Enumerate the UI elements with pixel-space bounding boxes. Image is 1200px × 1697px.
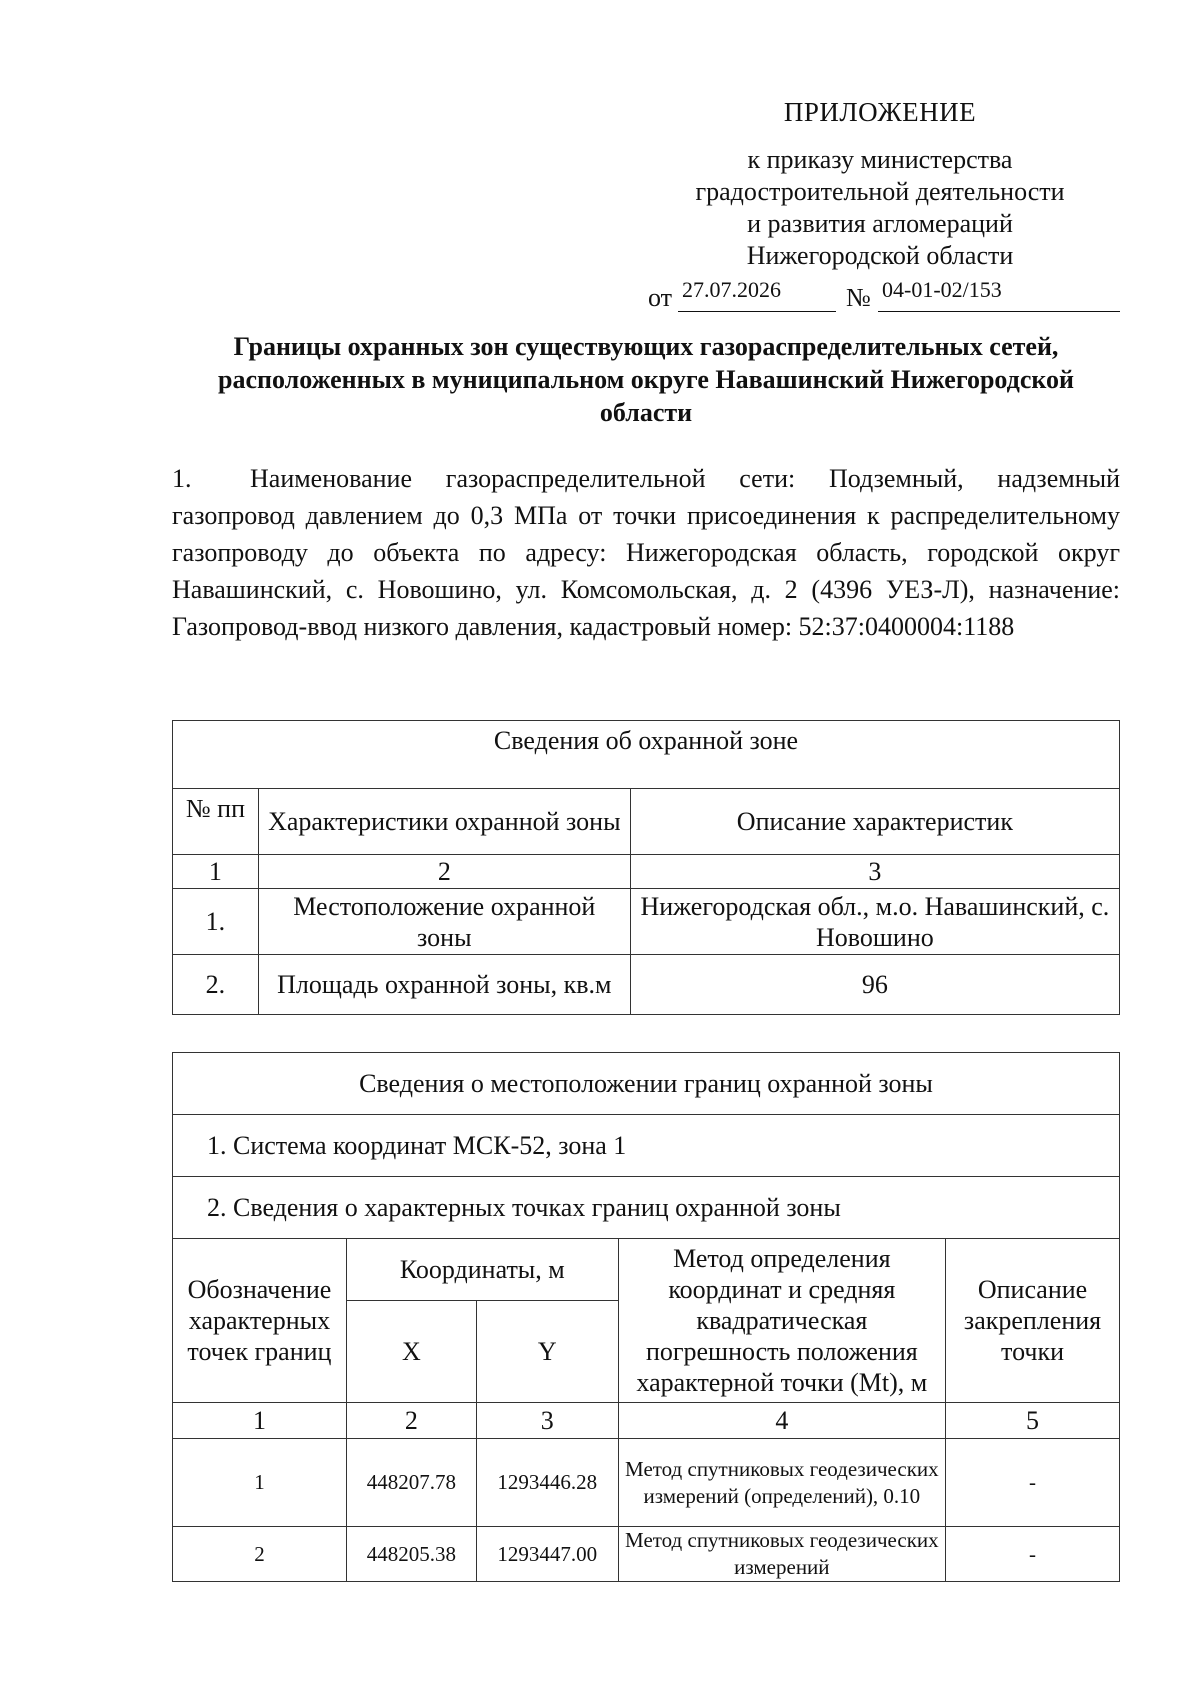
point-x: 448207.78 — [346, 1439, 476, 1527]
point-fixing: - — [946, 1527, 1120, 1582]
order-number-field — [878, 277, 1120, 312]
order-date-field — [678, 277, 836, 312]
zone-info-table — [172, 720, 1120, 1015]
row-description: Нижегородская обл., м.о. Навашинский, с. Новошино — [630, 889, 1119, 955]
row-num: 2. — [173, 955, 259, 1015]
col-number-4: 4 — [618, 1403, 945, 1439]
point-fixing: - — [946, 1439, 1120, 1527]
document-title: Границы охранных зон существующих газораспределительных сетей, расположенных в муниципальном округе Навашинский Нижегородской области — [218, 332, 1074, 427]
section-text: Наименование газораспределительной сети: Подземный, надземный газопровод давлением до 0,3 МПа от точки присоединения к распределительному газопроводу до объекта по адресу: Нижегородская область, городской округ Навашинский, с. Новошино, ул. Комсомольская, д. 2 (4396 УЕЗ-Л), назначение: Газопровод-ввод низкого давления, кадастровый номер: 52:37:0400004:1188 — [172, 464, 1120, 641]
header-y: Y — [476, 1301, 618, 1403]
col-number-2: 2 — [258, 855, 630, 889]
table-row — [173, 1527, 1120, 1582]
header-description: Описание характеристик — [630, 789, 1119, 855]
point-method: Метод спутниковых геодезических измерений — [618, 1527, 945, 1582]
appendix-title: ПРИЛОЖЕНИЕ — [783, 97, 977, 127]
appendix-line-1: к приказу министерства — [747, 145, 1013, 174]
col-number-2: 2 — [346, 1403, 476, 1439]
coords-table-caption: Сведения о местоположении границ охранной зоны — [173, 1053, 1120, 1115]
appendix-line-4: Нижегородской области — [746, 241, 1014, 270]
table-row — [173, 955, 1120, 1015]
appendix-line-2: градостроительной деятельности — [695, 177, 1065, 206]
appendix-header — [640, 96, 1120, 272]
header-characteristic: Характеристики охранной зоны — [258, 789, 630, 855]
col-number-3: 3 — [630, 855, 1119, 889]
row-description: 96 — [630, 955, 1119, 1015]
row-num: 1. — [173, 889, 259, 955]
section-number: 1. — [172, 464, 192, 493]
point-id: 2 — [173, 1527, 347, 1582]
header-method: Метод определения координат и средняя квадратическая погрешность положения характерной точки (Mt), м — [618, 1239, 945, 1403]
col-number-5: 5 — [946, 1403, 1120, 1439]
row-characteristic: Площадь охранной зоны, кв.м — [258, 955, 630, 1015]
col-number-1: 1 — [173, 855, 259, 889]
appendix-line-3: и развития агломераций — [747, 209, 1013, 238]
header-num: № пп — [173, 789, 259, 855]
header-fixing: Описание закрепления точки — [946, 1239, 1120, 1403]
table-row — [173, 1439, 1120, 1527]
date-prefix: от — [648, 283, 673, 312]
point-id: 1 — [173, 1439, 347, 1527]
table-row — [173, 889, 1120, 955]
order-reference — [648, 275, 1120, 315]
order-number: 04-01-02/153 — [882, 277, 1002, 302]
col-number-3: 3 — [476, 1403, 618, 1439]
point-y: 1293446.28 — [476, 1439, 618, 1527]
header-x: X — [346, 1301, 476, 1403]
coordinate-system: 1. Система координат МСК-52, зона 1 — [173, 1115, 1120, 1177]
header-coordinates: Координаты, м — [346, 1239, 618, 1301]
col-number-1: 1 — [173, 1403, 347, 1439]
number-prefix: № — [846, 283, 871, 312]
point-method: Метод спутниковых геодезических измерений (определений), 0.10 — [618, 1439, 945, 1527]
point-x: 448205.38 — [346, 1527, 476, 1582]
zone-table-caption: Сведения об охранной зоне — [173, 721, 1120, 789]
header-designation: Обозначение характерных точек границ — [173, 1239, 347, 1403]
row-characteristic: Местоположение охранной зоны — [258, 889, 630, 955]
point-y: 1293447.00 — [476, 1527, 618, 1582]
section-paragraph — [172, 460, 1120, 645]
order-date: 27.07.2026 — [682, 277, 781, 302]
coordinates-table — [172, 1052, 1120, 1582]
points-caption: 2. Сведения о характерных точках границ охранной зоны — [173, 1177, 1120, 1239]
